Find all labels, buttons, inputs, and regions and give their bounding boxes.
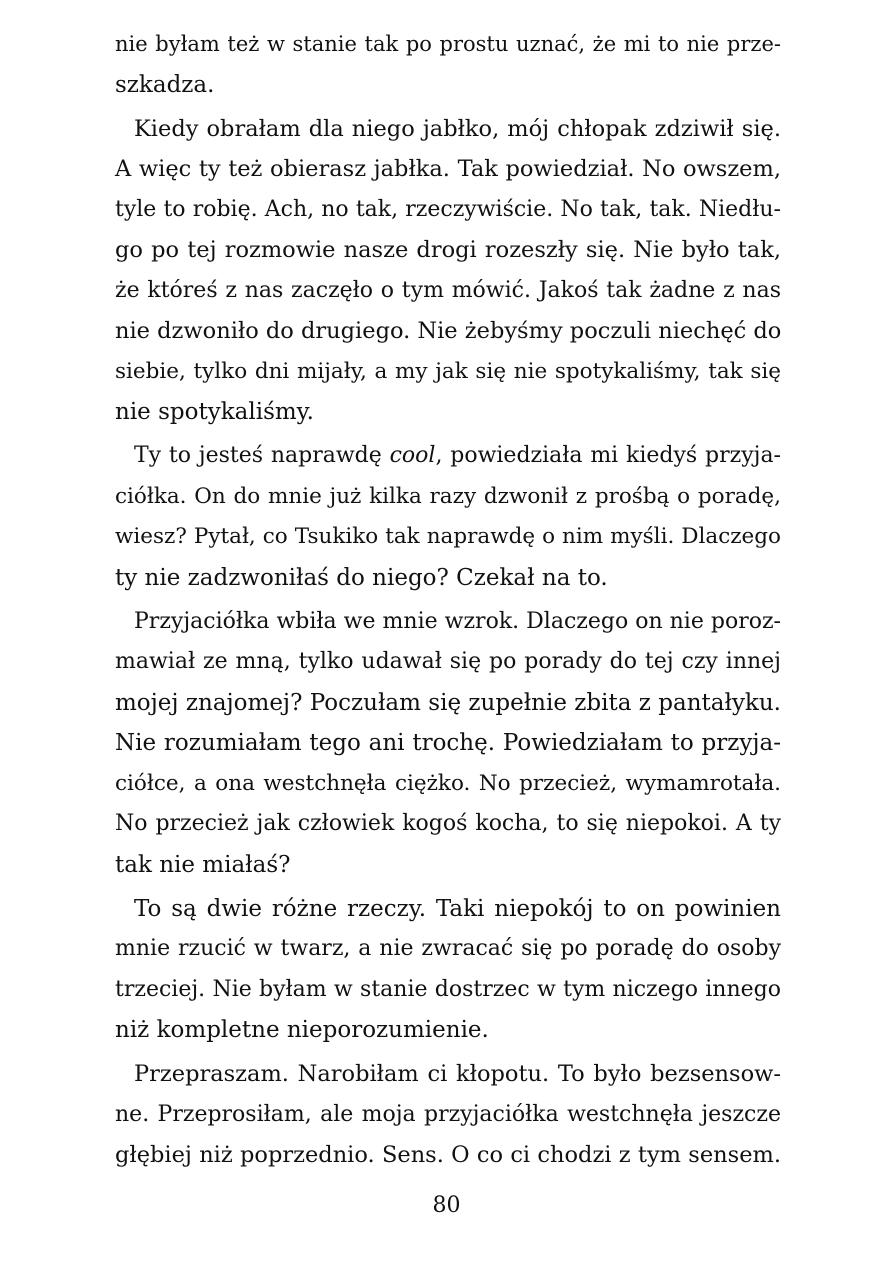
text-line: mawiał ze mną, tylko udawał się po porady do tej czy innej xyxy=(115,649,781,674)
text-line: ne. Przeprosiłam, ale moja przyjaciółka westchnęła jeszcze xyxy=(115,1101,781,1127)
text-line: siebie, tylko dni mijały, a my jak się nie spotykaliśmy, tak się xyxy=(115,358,781,384)
text-line: tyle to robię. Ach, no tak, rzeczywiście. No tak, tak. Niedłu- xyxy=(115,196,781,222)
paragraph-start-line: Przepraszam. Narobiłam ci kłopotu. To było bezsensow- xyxy=(134,1061,781,1087)
text-line: ty nie zadzwoniłaś do niego? Czekał na to. xyxy=(115,564,608,591)
body-text xyxy=(115,24,781,1176)
text-fragment: , powiedziała mi kiedyś przyja- xyxy=(435,443,781,468)
text-line: głębiej niż poprzednio. Sens. O co ci chodzi z tym sensem. xyxy=(115,1142,781,1168)
text-line: trzeciej. Nie byłam w stanie dostrzec w tym niczego innego xyxy=(115,976,781,1002)
text-line: nie spotykaliśmy. xyxy=(115,399,314,425)
text-line: ciółce, a ona westchnęła ciężko. No przecież, wymamrotała. xyxy=(115,770,781,796)
text-line: szkadza. xyxy=(115,71,215,98)
text-fragment: Ty to jesteś naprawdę xyxy=(134,443,390,468)
paragraph-start-line: Kiedy obrałam dla niego jabłko, mój chłopak zdziwił się. xyxy=(134,115,781,142)
text-line: nie dzwoniło do drugiego. Nie żebyśmy poczuli niechęć do xyxy=(115,318,782,344)
paragraph-start-line: Przyjaciółka wbiła we mnie wzrok. Dlaczego on nie poroz- xyxy=(134,608,781,634)
paragraph-start-line: To są dwie różne rzeczy. Taki niepokój to on powinien xyxy=(134,895,781,922)
italic-word: cool xyxy=(389,443,436,468)
text-line: tak nie miałaś? xyxy=(115,851,291,878)
text-line: nie byłam też w stanie tak po prostu uznać, że mi to nie prze- xyxy=(115,32,781,56)
text-line: wiesz? Pytał, co Tsukiko tak naprawdę o nim myśli. Dlaczego xyxy=(115,524,781,549)
page-number: 80 xyxy=(432,1193,461,1218)
text-line: mnie rzucić w twarz, a nie zwracać się po poradę do osoby xyxy=(115,936,781,961)
text-line: A więc ty też obierasz jabłka. Tak powiedział. No owszem, xyxy=(115,156,781,182)
text-line: niż kompletne nieporozumienie. xyxy=(115,1017,489,1043)
text-line: mojej znajomej? Poczułam się zupełnie zbita z pantałyku. xyxy=(115,689,781,716)
text-line: że któreś z nas zaczęło o tym mówić. Jakoś tak żadne z nas xyxy=(115,277,781,303)
text-line: ciółka. On do mnie już kilka razy dzwonił z prośbą o poradę, xyxy=(115,483,781,509)
text-line: go po tej rozmowie nasze drogi rozeszły się. Nie było tak, xyxy=(115,237,781,263)
text-line: Nie rozumiałam tego ani trochę. Powiedziałam to przyja- xyxy=(115,730,781,756)
paragraph-start-line xyxy=(115,436,781,477)
text-line: No przecież jak człowiek kogoś kocha, to się niepokoi. A ty xyxy=(115,811,781,836)
